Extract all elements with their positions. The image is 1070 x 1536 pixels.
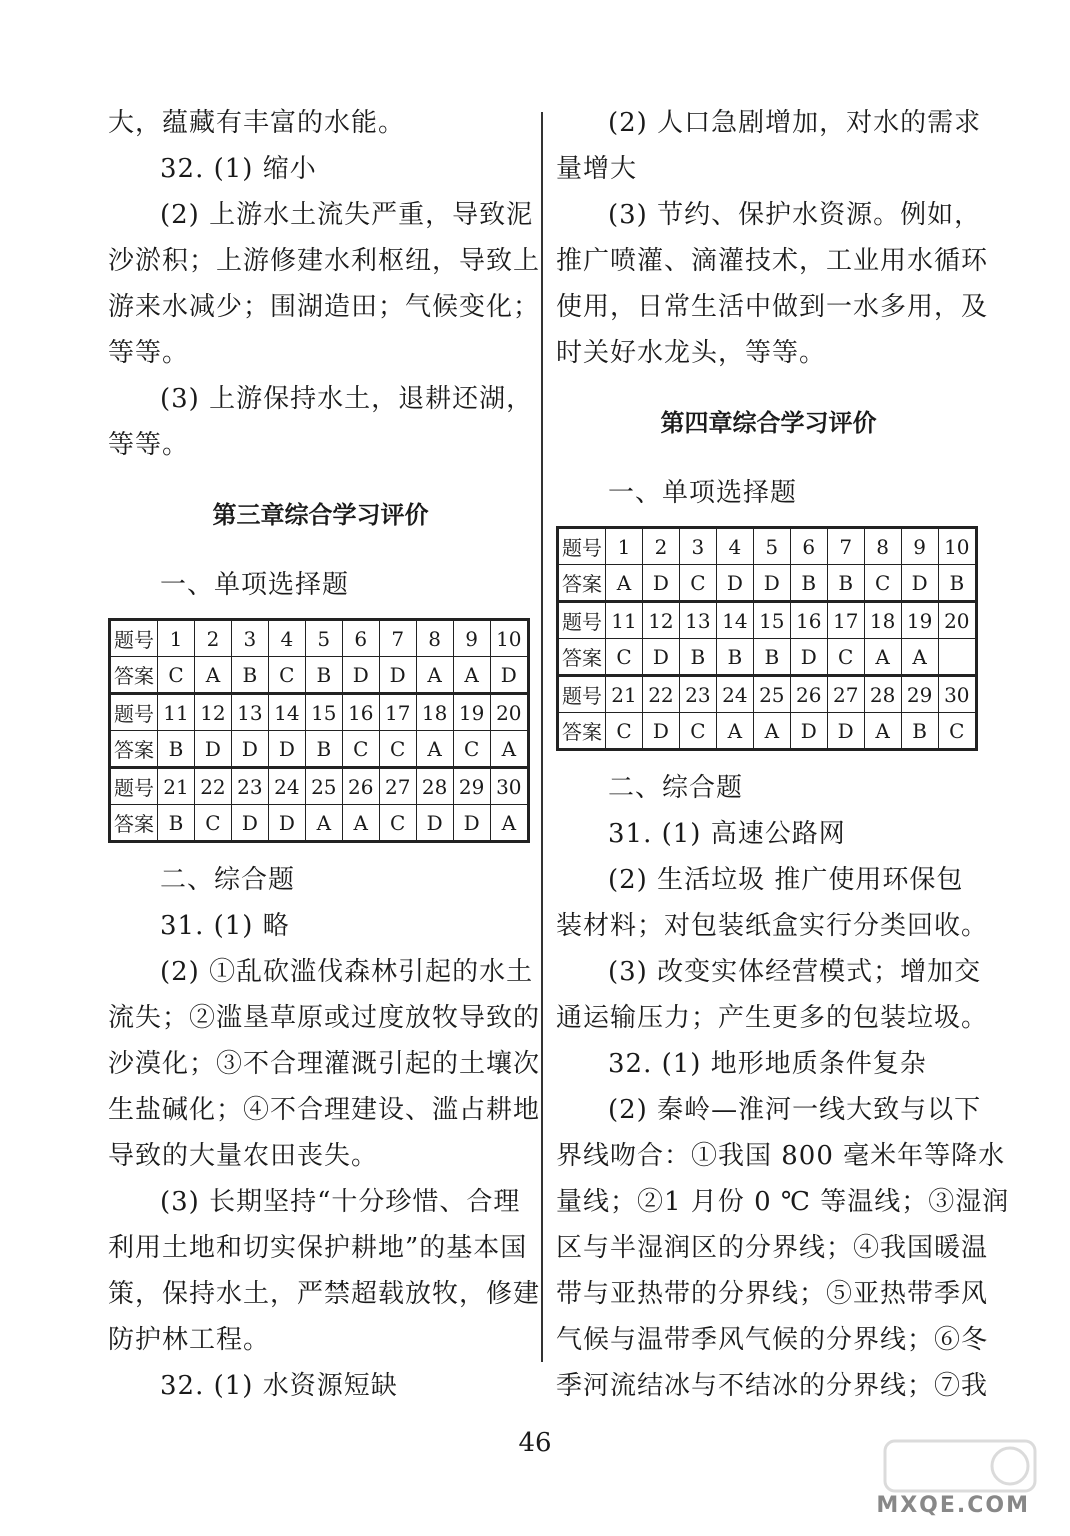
row-label-answer: 答案 bbox=[558, 713, 606, 750]
question-number-cell: 17 bbox=[379, 694, 416, 731]
question-number-cell: 28 bbox=[416, 768, 453, 805]
right-text-block-a bbox=[556, 100, 989, 376]
text-line: (2) 上游水土流失严重，导致泥 bbox=[160, 200, 534, 230]
left-section-title: 一、单项选择题 bbox=[160, 570, 350, 600]
answer-cell: A bbox=[490, 805, 528, 842]
text-line: 使用，日常生活中做到一水多用，及 bbox=[556, 292, 989, 322]
answer-cell: D bbox=[716, 565, 753, 602]
text-line: 利用土地和切实保护耕地”的基本国 bbox=[108, 1233, 528, 1263]
text-line: 量线；②1 月份 0 ℃ 等温线；③湿润 bbox=[556, 1187, 1010, 1217]
text-line: 游来水减少；围湖造田；气候变化； bbox=[108, 292, 541, 322]
page-number: 46 bbox=[518, 1428, 552, 1458]
answer-cell: B bbox=[305, 731, 342, 768]
text-line: (3) 改变实体经营模式；增加交 bbox=[608, 957, 982, 987]
question-number-cell: 11 bbox=[158, 694, 195, 731]
text-line: (2) 人口急剧增加，对水的需求 bbox=[608, 108, 982, 138]
question-number-cell: 1 bbox=[606, 528, 643, 565]
question-number-cell: 21 bbox=[158, 768, 195, 805]
answer-cell: C bbox=[679, 713, 716, 750]
text-line: 策，保持水土，严禁超载放牧，修建 bbox=[108, 1279, 541, 1309]
answer-cell: A bbox=[901, 639, 938, 676]
left-text-block-a bbox=[108, 100, 541, 468]
answer-cell: A bbox=[606, 565, 643, 602]
text-line: (2) 秦岭—淮河一线大致与以下 bbox=[608, 1095, 982, 1125]
question-number-cell: 12 bbox=[194, 694, 231, 731]
question-number-cell: 11 bbox=[606, 602, 643, 639]
question-number-cell: 27 bbox=[379, 768, 416, 805]
answer-cell: B bbox=[158, 731, 195, 768]
row-label-answer: 答案 bbox=[110, 731, 158, 768]
question-number-cell: 5 bbox=[753, 528, 790, 565]
question-number-cell: 13 bbox=[231, 694, 268, 731]
answer-cell: D bbox=[753, 565, 790, 602]
answer-row bbox=[558, 713, 977, 750]
question-number-cell: 18 bbox=[416, 694, 453, 731]
text-line: 32. (1) 缩小 bbox=[160, 154, 317, 184]
row-label-number: 题号 bbox=[558, 528, 606, 565]
answer-cell: A bbox=[864, 713, 901, 750]
chapter4-answer-table bbox=[556, 526, 978, 751]
answer-cell: C bbox=[453, 731, 490, 768]
row-label-number: 题号 bbox=[558, 602, 606, 639]
text-line: 31. (1) 略 bbox=[160, 911, 290, 941]
text-line: 大，蕴藏有丰富的水能。 bbox=[108, 108, 406, 138]
answer-cell: D bbox=[268, 805, 305, 842]
answer-row bbox=[558, 639, 977, 676]
text-line: 32. (1) 地形地质条件复杂 bbox=[608, 1049, 927, 1079]
answer-cell: A bbox=[716, 713, 753, 750]
question-number-cell: 28 bbox=[864, 676, 901, 713]
question-number-cell: 23 bbox=[231, 768, 268, 805]
question-number-cell: 3 bbox=[679, 528, 716, 565]
question-number-cell: 4 bbox=[268, 620, 305, 657]
text-line: 界线吻合：①我国 800 毫米年等降水 bbox=[556, 1141, 1006, 1171]
right-text-block-b bbox=[556, 765, 1010, 1409]
answer-cell: D bbox=[268, 731, 305, 768]
question-number-cell: 25 bbox=[753, 676, 790, 713]
answer-cell: C bbox=[938, 713, 976, 750]
row-label-number: 题号 bbox=[110, 768, 158, 805]
question-number-cell: 5 bbox=[305, 620, 342, 657]
text-line: (3) 节约、保护水资源。例如， bbox=[608, 200, 982, 230]
answer-cell: B bbox=[827, 565, 864, 602]
question-number-cell: 13 bbox=[679, 602, 716, 639]
question-number-cell: 16 bbox=[342, 694, 379, 731]
text-line: 等等。 bbox=[108, 430, 190, 460]
question-number-cell: 20 bbox=[938, 602, 976, 639]
answer-cell: C bbox=[606, 713, 643, 750]
answer-cell: D bbox=[790, 639, 827, 676]
question-number-row bbox=[558, 676, 977, 713]
answer-cell: A bbox=[416, 731, 453, 768]
answer-cell: B bbox=[679, 639, 716, 676]
text-line: 导致的大量农田丧失。 bbox=[108, 1141, 379, 1171]
question-number-cell: 26 bbox=[342, 768, 379, 805]
answer-cell: A bbox=[416, 657, 453, 694]
answer-cell: B bbox=[231, 657, 268, 694]
text-line: 季河流结冰与不结冰的分界线；⑦我 bbox=[556, 1371, 989, 1401]
answer-cell: C bbox=[606, 639, 643, 676]
answer-cell: B bbox=[901, 713, 938, 750]
question-number-cell: 30 bbox=[938, 676, 976, 713]
answer-cell: D bbox=[453, 805, 490, 842]
question-number-cell: 12 bbox=[642, 602, 679, 639]
answer-cell: C bbox=[679, 565, 716, 602]
question-number-cell: 17 bbox=[827, 602, 864, 639]
right-section-title: 一、单项选择题 bbox=[608, 478, 798, 508]
text-line: 带与亚热带的分界线；⑤亚热带季风 bbox=[556, 1279, 989, 1309]
text-line: 通运输压力；产生更多的包装垃圾。 bbox=[556, 1003, 989, 1033]
question-number-cell: 19 bbox=[901, 602, 938, 639]
question-number-cell: 24 bbox=[268, 768, 305, 805]
row-label-number: 题号 bbox=[110, 620, 158, 657]
text-line: 流失；②滥垦草原或过度放牧导致的 bbox=[108, 1003, 541, 1033]
question-number-cell: 22 bbox=[642, 676, 679, 713]
answer-cell: D bbox=[231, 731, 268, 768]
answer-cell: D bbox=[901, 565, 938, 602]
question-number-cell: 15 bbox=[753, 602, 790, 639]
answer-row bbox=[558, 565, 977, 602]
answer-cell: C bbox=[379, 731, 416, 768]
question-number-row bbox=[558, 528, 977, 565]
answer-cell: D bbox=[642, 639, 679, 676]
answer-cell: D bbox=[231, 805, 268, 842]
question-number-cell: 22 bbox=[194, 768, 231, 805]
row-label-answer: 答案 bbox=[558, 639, 606, 676]
row-label-answer: 答案 bbox=[558, 565, 606, 602]
answer-cell: B bbox=[790, 565, 827, 602]
question-number-cell: 29 bbox=[901, 676, 938, 713]
text-line: 时关好水龙头，等等。 bbox=[556, 338, 827, 368]
question-number-cell: 7 bbox=[827, 528, 864, 565]
answer-cell: C bbox=[342, 731, 379, 768]
question-number-cell: 18 bbox=[864, 602, 901, 639]
question-number-cell: 20 bbox=[490, 694, 528, 731]
answer-cell: C bbox=[194, 805, 231, 842]
row-label-answer: 答案 bbox=[110, 805, 158, 842]
question-number-row bbox=[110, 620, 529, 657]
answer-cell: D bbox=[194, 731, 231, 768]
question-number-row bbox=[110, 694, 529, 731]
text-line: 量增大 bbox=[556, 154, 638, 184]
text-line: 气候与温带季风气候的分界线；⑥冬 bbox=[556, 1325, 989, 1355]
question-number-cell: 9 bbox=[453, 620, 490, 657]
right-column bbox=[556, 100, 1010, 1409]
question-number-cell: 23 bbox=[679, 676, 716, 713]
question-number-cell: 4 bbox=[716, 528, 753, 565]
answer-cell: D bbox=[490, 657, 528, 694]
text-line: (3) 上游保持水土，退耕还湖， bbox=[160, 384, 534, 414]
question-number-cell: 2 bbox=[194, 620, 231, 657]
answer-cell: A bbox=[753, 713, 790, 750]
answer-cell: C bbox=[379, 805, 416, 842]
answer-cell: D bbox=[642, 565, 679, 602]
answer-row bbox=[110, 731, 529, 768]
text-line: 二、综合题 bbox=[160, 865, 296, 895]
question-number-row bbox=[558, 602, 977, 639]
question-number-cell: 2 bbox=[642, 528, 679, 565]
question-number-cell: 16 bbox=[790, 602, 827, 639]
column-divider bbox=[541, 112, 543, 1362]
question-number-row bbox=[110, 768, 529, 805]
row-label-number: 题号 bbox=[558, 676, 606, 713]
text-line: (2) 生活垃圾 推广使用环保包 bbox=[608, 865, 964, 895]
text-line: 等等。 bbox=[108, 338, 190, 368]
answer-cell: B bbox=[305, 657, 342, 694]
answer-cell: B bbox=[716, 639, 753, 676]
text-line: 防护林工程。 bbox=[108, 1325, 271, 1355]
text-line: 区与半湿润区的分界线；④我国暖温 bbox=[556, 1233, 989, 1263]
text-line: 31. (1) 高速公路网 bbox=[608, 819, 846, 849]
answer-cell: A bbox=[490, 731, 528, 768]
text-line: 生盐碱化；④不合理建设、滥占耕地 bbox=[108, 1095, 541, 1125]
text-line: 沙淤积；上游修建水利枢纽，导致上 bbox=[108, 246, 541, 276]
text-line: 推广喷灌、滴灌技术，工业用水循环 bbox=[556, 246, 989, 276]
text-line: (2) ①乱砍滥伐森林引起的水土 bbox=[160, 957, 534, 987]
answer-cell bbox=[938, 639, 976, 676]
question-number-cell: 8 bbox=[864, 528, 901, 565]
answer-cell: C bbox=[827, 639, 864, 676]
text-line: 沙漠化；③不合理灌溉引起的土壤次 bbox=[108, 1049, 541, 1079]
question-number-cell: 1 bbox=[158, 620, 195, 657]
left-text-block-b bbox=[108, 857, 541, 1409]
question-number-cell: 9 bbox=[901, 528, 938, 565]
answer-cell: C bbox=[268, 657, 305, 694]
question-number-cell: 10 bbox=[490, 620, 528, 657]
question-number-cell: 27 bbox=[827, 676, 864, 713]
text-line: 二、综合题 bbox=[608, 773, 744, 803]
answer-cell: B bbox=[753, 639, 790, 676]
question-number-cell: 6 bbox=[342, 620, 379, 657]
question-number-cell: 3 bbox=[231, 620, 268, 657]
question-number-cell: 14 bbox=[268, 694, 305, 731]
question-number-cell: 24 bbox=[716, 676, 753, 713]
answer-cell: D bbox=[827, 713, 864, 750]
chapter3-heading: 第三章综合学习评价 bbox=[212, 501, 429, 529]
row-label-answer: 答案 bbox=[110, 657, 158, 694]
answer-cell: C bbox=[158, 657, 195, 694]
question-number-cell: 8 bbox=[416, 620, 453, 657]
answer-cell: D bbox=[416, 805, 453, 842]
text-line: (3) 长期坚持“十分珍惜、合理 bbox=[160, 1187, 521, 1217]
question-number-cell: 26 bbox=[790, 676, 827, 713]
question-number-cell: 10 bbox=[938, 528, 976, 565]
chapter3-answer-table bbox=[108, 618, 530, 843]
answer-cell: B bbox=[158, 805, 195, 842]
question-number-cell: 19 bbox=[453, 694, 490, 731]
text-line: 32. (1) 水资源短缺 bbox=[160, 1371, 398, 1401]
answer-row bbox=[110, 805, 529, 842]
answer-cell: A bbox=[194, 657, 231, 694]
row-label-number: 题号 bbox=[110, 694, 158, 731]
answer-cell: A bbox=[864, 639, 901, 676]
question-number-cell: 25 bbox=[305, 768, 342, 805]
answer-row bbox=[110, 657, 529, 694]
question-number-cell: 29 bbox=[453, 768, 490, 805]
answer-cell: D bbox=[342, 657, 379, 694]
question-number-cell: 14 bbox=[716, 602, 753, 639]
question-number-cell: 6 bbox=[790, 528, 827, 565]
answer-cell: A bbox=[453, 657, 490, 694]
answer-cell: C bbox=[864, 565, 901, 602]
answer-cell: D bbox=[379, 657, 416, 694]
answer-cell: D bbox=[790, 713, 827, 750]
answer-cell: D bbox=[642, 713, 679, 750]
question-number-cell: 15 bbox=[305, 694, 342, 731]
text-line: 装材料；对包装纸盒实行分类回收。 bbox=[556, 911, 989, 941]
question-number-cell: 21 bbox=[606, 676, 643, 713]
chapter4-heading: 第四章综合学习评价 bbox=[660, 409, 877, 437]
left-column bbox=[108, 100, 541, 1409]
answer-cell: A bbox=[305, 805, 342, 842]
question-number-cell: 7 bbox=[379, 620, 416, 657]
answer-cell: B bbox=[938, 565, 976, 602]
question-number-cell: 30 bbox=[490, 768, 528, 805]
watermark-text: MXQE.COM bbox=[876, 1493, 1030, 1518]
answer-cell: A bbox=[342, 805, 379, 842]
